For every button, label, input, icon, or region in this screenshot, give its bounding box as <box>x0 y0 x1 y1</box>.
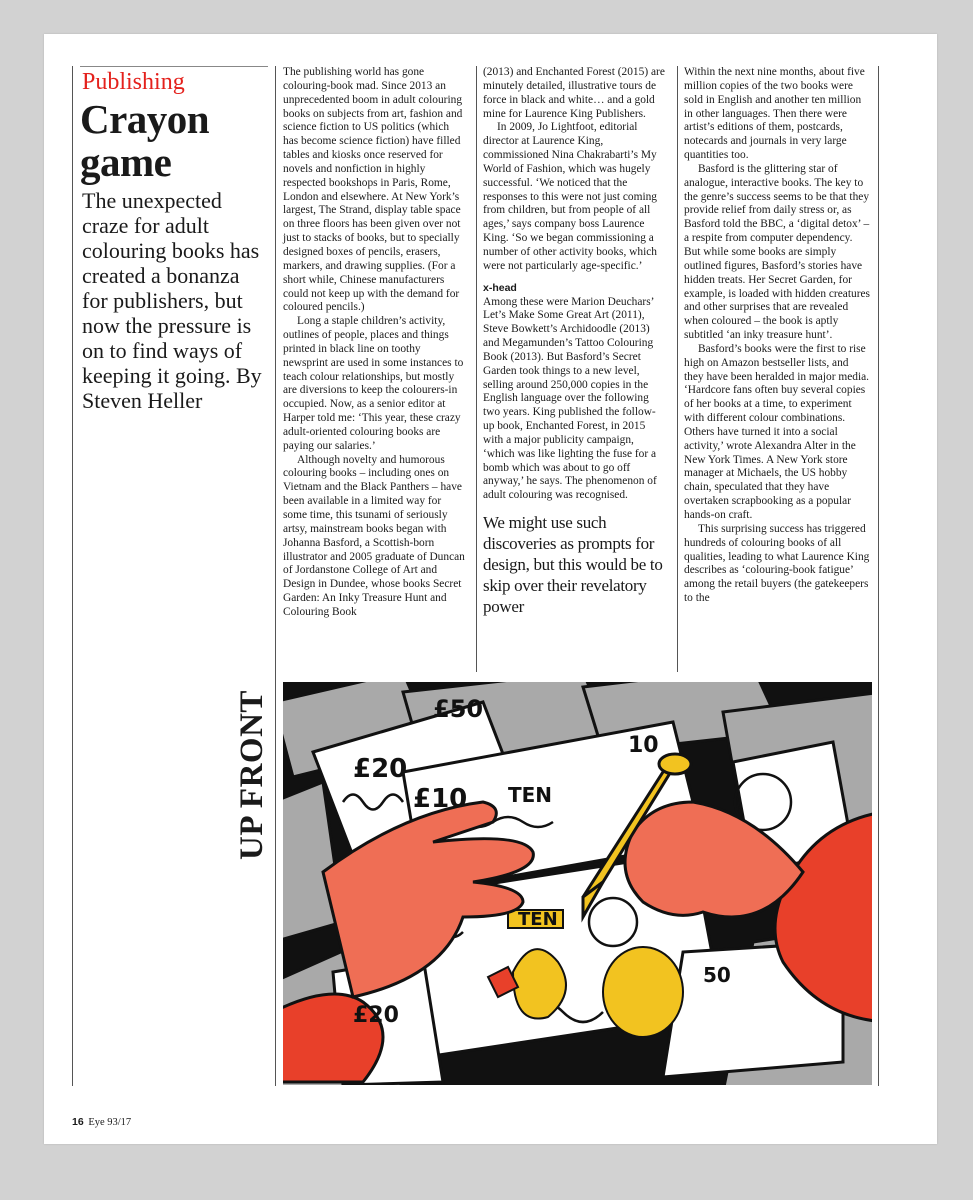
paragraph: Within the next nine months, about five million copies of the two books were sold in English and another ten million in other languages. Then there were artist’s editions of them, postcards, notecards and journals in very large quantities too. <box>684 66 865 162</box>
note-label: £10 <box>413 784 468 814</box>
paragraph: In 2009, Jo Lightfoot, editorial director at Laurence King, commissioned Nina Chakrabarti’s My World of Fashion, which was hugely successful. ‘We noticed that the responses to this were not just coming from children, but from people of all ages,’ says company boss Laurence King. ‘So we began commissioning a number of other activity books, which were not particularly age-specific.’ <box>483 121 658 272</box>
body-column-3 <box>684 66 870 606</box>
headline-line-1: Crayon <box>80 96 210 142</box>
paragraph: (2013) and Enchanted Forest (2015) are minutely detailed, illustrative tours de force in black and white… and a gold mine for Laurence King Publishers. <box>483 66 665 120</box>
paragraph: Among these were Marion Deuchars’ Let’s Make Some Great Art (2011), Steve Bowkett’s Archidoodle (2013) and Megamunden’s Tattoo Colouring Book (2013). But Basford’s Secret Garden took things to a new level, selling around 250,000 copies in the English language over the following two years. King published the follow-up book, Enchanted Forest, in 2015 with a major publicity campaign, ‘which was like lighting the fuse for a bomb which was about to go off anyway,’ he says. The phenomenon of adult colouring was recognised. <box>483 295 657 502</box>
note-label: TEN <box>508 783 553 807</box>
body-column-2 <box>483 66 666 617</box>
column-rule-1 <box>275 66 276 1086</box>
note-label: 10 <box>628 733 659 758</box>
standfirst: The unexpected craze for adult colouring books has created a bonanza for publishers, but now the pressure is on to find ways of keeping it going. By Steven Heller <box>82 188 262 413</box>
paragraph: Long a staple children’s activity, outlines of people, places and things printed in black line on toothy newsprint are used in some instances to teach colour relationships, but mostly are diversions to keep the colourers-in occupied. Now, as a senior editor at Harper told me: ‘This year, these crazy adult-oriented colouring books are paying our salaries.’ <box>283 315 464 452</box>
folio <box>72 1116 131 1128</box>
column-rule-2 <box>476 66 477 672</box>
page-number: 16 <box>72 1116 84 1128</box>
note-label: £20 <box>353 1003 399 1028</box>
yellow-hair-blob <box>603 947 683 1037</box>
note-label: TEN <box>518 909 558 930</box>
paragraph: Basford’s books were the first to rise high on Amazon bestseller lists, and they have been heralded in major media. ‘Hardcore fans often buy several copies of her books at a time, to experiment with different colour combinations. Others have turned it into a social activity,’ wrote Alexandra Alter in the New York Times. A New York store manager at Michaels, the US hobby chain, speculated that they have overtaken scrapbooking as a popular hands-on craft. <box>684 342 870 521</box>
note-label: £20 <box>353 754 408 784</box>
body-column-1 <box>283 66 465 620</box>
illustration-svg <box>283 682 872 1085</box>
pull-quote: We might use such discoveries as prompts for design, but this would be to skip over their revelatory power <box>483 513 663 617</box>
section-label-vertical: UP FRONT <box>234 690 270 860</box>
kicker-rule <box>80 66 268 67</box>
column-rule-left <box>72 66 73 1086</box>
illustration-hands-colouring-banknotes <box>283 682 872 1085</box>
column-rule-right <box>878 66 879 1086</box>
paragraph: Although novelty and humorous colouring books – including ones on Vietnam and the Black Panthers – have been available in a limited way for some time, this tsunami of seriously artsy, mainstream books began with Johanna Basford, a Scottish-born illustrator and 2005 graduate of Duncan of Jordanstone College of Art and Design in Dundee, whose books Secret Garden: An Inky Treasure Hunt and Colouring Book <box>283 453 465 618</box>
note-label: 50 <box>703 963 731 987</box>
headline <box>80 98 270 184</box>
cross-head: x-head <box>483 281 517 294</box>
column-rule-3 <box>677 66 678 672</box>
headline-line-2: game <box>80 139 172 185</box>
crayon-end <box>659 754 691 774</box>
paragraph: Basford is the glittering star of analogue, interactive books. The key to the genre’s success seems to be that they provide relief from daily stress or, as Basford told the BBC, a ‘digital detox’ – a respite from computer dependency. But while some books are simply outlined figures, Basford’s stories have hidden treats. Her Secret Garden, for example, is loaded with hidden creatures and other surprises that are revealed when coloured – the book is aptly subtitled ‘an inky treasure hunt’. <box>684 162 870 342</box>
issue-label: Eye 93/17 <box>88 1117 132 1128</box>
note-label: £50 <box>433 695 484 723</box>
paragraph: This surprising success has triggered hundreds of colouring books of all qualities, leading to what Laurence King describes as ‘colouring-book fatigue’ among the retail buyers (the gatekeepers to the <box>684 522 870 605</box>
section-kicker: Publishing <box>82 69 185 95</box>
paragraph: The publishing world has gone colouring-book mad. Since 2013 an unprecedented boom in adult colouring books on subjects from art, fashion and science fiction to US politics (which has become science fiction) have filled tables and kiosks once reserved for novels and nonfiction in highly respected bookshops in Paris, Rome, London and elsewhere. At New York’s largest, The Strand, display table space on three floors has been given over not just to stacks of books, but to specially designed boxes of pencils, erasers, markers, and drawing supplies. (For a short while, Chinese manufacturers could not keep up with the demand for coloured pencils.) <box>283 66 463 314</box>
